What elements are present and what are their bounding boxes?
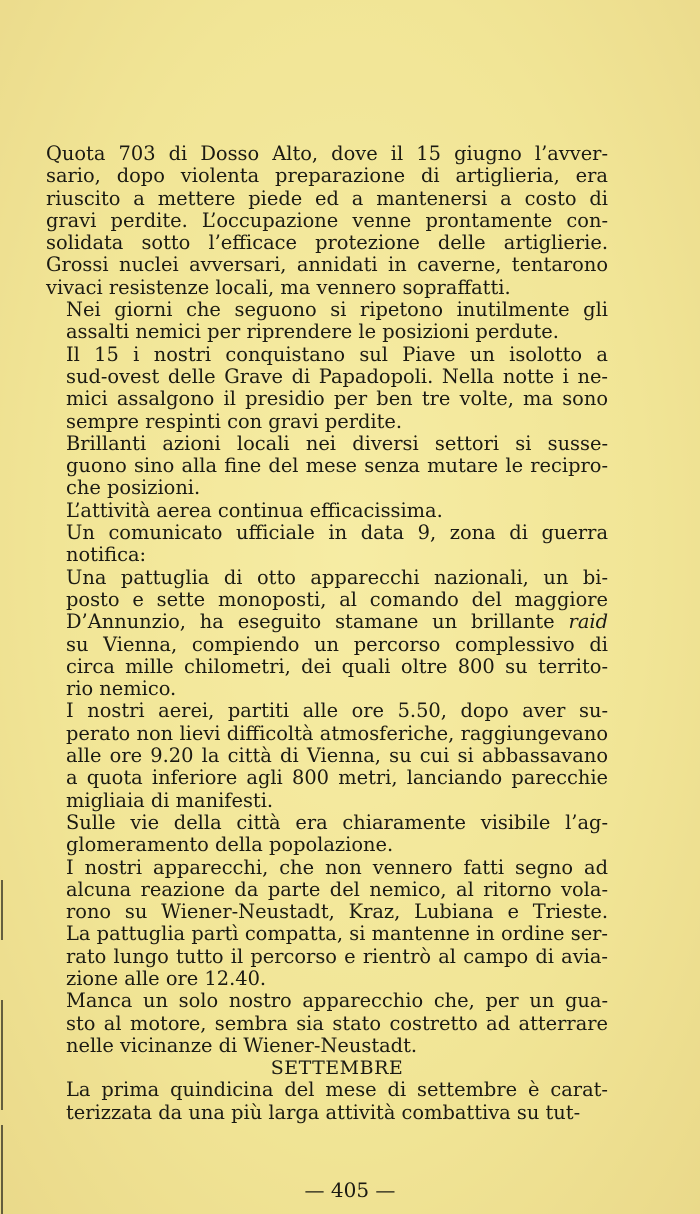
text-line: rato lungo tutto il percorso e rientrò al campo di avia- — [66, 944, 608, 968]
text-line: su Vienna, compiendo un percorso complessivo di — [66, 632, 608, 656]
paragraph — [46, 990, 608, 1057]
body-text — [46, 143, 608, 1124]
text-line: gravi perdite. L’occupazione venne prontamente con- — [46, 208, 608, 232]
paragraph — [46, 500, 608, 522]
paragraph — [46, 143, 608, 299]
binding-edge-mark — [1, 1000, 3, 1110]
text-line: sud-ovest delle Grave di Papadopoli. Nella notte i ne- — [66, 364, 608, 388]
text-line: Sulle vie della città era chiaramente visibile l’ag- — [66, 810, 608, 834]
paragraph — [46, 857, 608, 991]
text-line: Il 15 i nostri conquistano sul Piave un isolotto a — [66, 342, 608, 366]
text-line: glomeramento della popolazione. — [66, 833, 394, 857]
paragraph — [46, 700, 608, 811]
text-line: perato non lievi difficoltà atmosferiche, raggiungevano — [66, 721, 608, 745]
text-line: I nostri aerei, partiti alle ore 5.50, dopo aver su- — [66, 699, 608, 723]
paragraph — [46, 299, 608, 344]
text-line: La prima quindicina del mese di settembre è carat- — [66, 1078, 608, 1102]
text-line: Nei giorni che seguono si ripetono inutilmente gli — [66, 298, 608, 322]
text-line: Un comunicato ufficiale in data 9, zona di guerra — [66, 521, 608, 545]
text-line: Brillanti azioni locali nei diversi settori si susse- — [66, 431, 608, 455]
text-line: Manca un solo nostro apparecchio che, per un gua- — [66, 989, 608, 1013]
italic-word: raid — [568, 610, 608, 634]
text-line: assalti nemici per riprendere le posizioni perdute. — [66, 320, 559, 344]
paragraph — [46, 812, 608, 857]
text-line: I nostri apparecchi, che non vennero fatti segno ad — [66, 855, 608, 879]
text-line: La pattuglia partì compatta, si mantenne in ordine ser- — [66, 922, 608, 946]
text-line: nelle vicinanze di Wiener-Neustadt. — [66, 1033, 418, 1057]
paragraph — [46, 522, 608, 567]
paragraph — [46, 344, 608, 433]
text-line: Grossi nuclei avversari, annidati in caverne, tentarono — [46, 253, 608, 277]
text-line: mici assalgono il presidio per ben tre volte, ma sono — [66, 387, 608, 411]
paragraph — [46, 1079, 608, 1124]
paragraph — [46, 567, 608, 701]
text-line: migliaia di manifesti. — [66, 788, 274, 812]
text-line: a quota inferiore agli 800 metri, lanciando parecchie — [66, 766, 608, 790]
text-line: terizzata da una più larga attività combattiva su tut- — [66, 1100, 581, 1124]
text-line: rono su Wiener-Neustadt, Kraz, Lubiana e Trieste. — [66, 900, 608, 924]
text-line: sempre respinti con gravi perdite. — [66, 409, 403, 433]
text-line: zione alle ore 12.40. — [66, 966, 267, 990]
text-line: notifica: — [66, 543, 147, 567]
text-line: riuscito a mettere piede ed a mantenersi a costo di — [46, 186, 608, 210]
paragraph — [46, 433, 608, 500]
text-line: alle ore 9.20 la città di Vienna, su cui si abbassavano — [66, 744, 608, 768]
text-line: alcuna reazione da parte del nemico, al ritorno vola- — [66, 877, 608, 901]
text-line: Quota 703 di Dosso Alto, dove il 15 giugno l’avver- — [46, 142, 608, 165]
text-line: che posizioni. — [66, 476, 201, 500]
text-line: rio nemico. — [66, 677, 177, 701]
binding-edge-mark — [1, 880, 3, 940]
text-line: L’attività aerea continua efficacissima. — [66, 498, 443, 522]
text-line: circa mille chilometri, dei quali oltre 800 su territo- — [66, 654, 608, 678]
text-line: guono sino alla fine del mese senza mutare le recipro- — [66, 454, 608, 478]
text-line: posto e sette monoposti, al comando del maggiore — [66, 587, 608, 611]
text-line: solidata sotto l’efficace protezione delle artiglierie. — [46, 231, 608, 255]
text-line: D’Annunzio, ha eseguito stamane un brillante raid — [66, 610, 608, 634]
text-line: sario, dopo violenta preparazione di artiglieria, era — [46, 164, 608, 188]
text-line: Una pattuglia di otto apparecchi nazionali, un bi- — [66, 565, 608, 589]
section-heading: SETTEMBRE — [270, 1057, 404, 1080]
text-line: vivaci resistenze locali, ma vennero sopraffatti. — [46, 275, 511, 299]
text-line: sto al motore, sembra sia stato costretto ad atterrare — [66, 1011, 608, 1035]
page-number: — 405 — — [304, 1178, 396, 1202]
